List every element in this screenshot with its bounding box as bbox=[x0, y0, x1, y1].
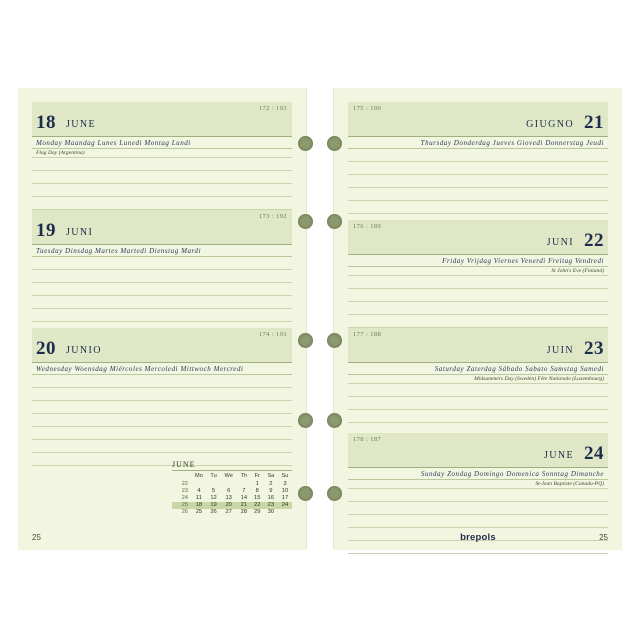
day-number: 20 bbox=[36, 338, 56, 359]
mini-calendar-day[interactable]: 18 bbox=[191, 502, 207, 509]
mini-calendar-day[interactable] bbox=[220, 480, 237, 487]
writing-line[interactable] bbox=[348, 397, 608, 410]
day-names-multilingual: Wednesday Woensdag Miércoles Mercoledì Mittwoch Mercredi bbox=[32, 363, 292, 375]
mini-calendar-day[interactable]: 2 bbox=[269, 480, 273, 487]
day-names-multilingual: Saturday Zaterdag Sábado Sabato Samstag Samedi bbox=[348, 363, 608, 375]
day-reference: 176 : 189 bbox=[353, 223, 382, 230]
day-number: 21 bbox=[584, 112, 604, 133]
day-header bbox=[348, 328, 608, 363]
mini-calendar-day[interactable]: 29 bbox=[254, 509, 261, 516]
page-number-left: 25 bbox=[32, 533, 41, 542]
day-names-multilingual: Friday Vrijdag Viernes Venerdì Freitag Vendredi bbox=[348, 255, 608, 267]
mini-calendar-day[interactable]: 4 bbox=[197, 487, 201, 494]
mini-calendar-weekday: Mo bbox=[195, 473, 203, 480]
mini-calendar-day[interactable]: 27 bbox=[225, 509, 232, 516]
writing-line[interactable] bbox=[32, 296, 292, 309]
mini-calendar-day[interactable]: 15 bbox=[254, 495, 261, 502]
page-number-right: 25 bbox=[599, 533, 608, 542]
day-names-multilingual: Monday Maandag Lunes Lunedì Montag Lundi bbox=[32, 137, 292, 149]
mini-calendar-title: JUNE bbox=[172, 460, 292, 471]
punch-hole bbox=[327, 486, 342, 501]
diary-page-right bbox=[333, 88, 622, 550]
mini-calendar-weekday: Su bbox=[281, 473, 289, 480]
writing-line[interactable] bbox=[32, 414, 292, 427]
writing-line[interactable] bbox=[348, 502, 608, 515]
day-reference: 177 : 188 bbox=[353, 331, 382, 338]
mini-calendar-day[interactable]: 11 bbox=[195, 495, 202, 502]
punch-hole bbox=[298, 413, 313, 428]
writing-line[interactable] bbox=[32, 401, 292, 414]
punch-hole bbox=[298, 136, 313, 151]
mini-calendar-week-row[interactable] bbox=[172, 487, 292, 494]
writing-line[interactable] bbox=[348, 302, 608, 315]
writing-lines[interactable] bbox=[348, 489, 608, 554]
writing-line[interactable] bbox=[348, 188, 608, 201]
mini-calendar-week-row[interactable] bbox=[172, 509, 292, 516]
mini-calendar-day[interactable]: 23 bbox=[264, 502, 278, 509]
punch-hole bbox=[327, 214, 342, 229]
day-header bbox=[348, 102, 608, 137]
mini-calendar-week-row[interactable] bbox=[172, 494, 292, 501]
writing-line[interactable] bbox=[32, 375, 292, 388]
day-month-name: JUIN bbox=[546, 345, 574, 356]
mini-calendar[interactable] bbox=[172, 460, 292, 516]
mini-calendar-day[interactable]: 14 bbox=[240, 495, 248, 502]
writing-line[interactable] bbox=[348, 289, 608, 302]
day-month-name: GIUGNO bbox=[526, 119, 574, 130]
writing-line[interactable] bbox=[348, 410, 608, 423]
writing-line[interactable] bbox=[32, 270, 292, 283]
mini-calendar-day[interactable]: 3 bbox=[283, 480, 287, 487]
day-entry-20[interactable] bbox=[32, 328, 292, 466]
mini-calendar-day[interactable]: 7 bbox=[242, 487, 246, 494]
day-number: 24 bbox=[584, 443, 604, 464]
day-holiday-note: St John's Eve (Finland) bbox=[348, 267, 608, 276]
mini-calendar-weekday: Sa bbox=[267, 473, 275, 480]
mini-calendar-day[interactable]: 9 bbox=[269, 487, 273, 494]
mini-calendar-table bbox=[172, 473, 292, 516]
mini-calendar-header-row bbox=[172, 473, 292, 480]
day-header bbox=[32, 328, 292, 363]
day-month-name: JUNE bbox=[543, 450, 574, 461]
mini-calendar-weekday: We bbox=[224, 473, 233, 480]
day-names-multilingual: Tuesday Dinsdag Martes Martedì Dienstag Mardi bbox=[32, 245, 292, 257]
writing-line[interactable] bbox=[32, 257, 292, 270]
mini-calendar-week-number: 22 bbox=[181, 480, 188, 487]
day-reference: 175 : 190 bbox=[353, 105, 382, 112]
mini-calendar-week-row-current[interactable] bbox=[172, 502, 292, 509]
mini-calendar-week-number: 23 bbox=[181, 487, 188, 494]
writing-line[interactable] bbox=[32, 171, 292, 184]
writing-line[interactable] bbox=[32, 283, 292, 296]
mini-calendar-day[interactable] bbox=[237, 480, 250, 487]
mini-calendar-day[interactable]: 5 bbox=[211, 487, 216, 494]
mini-calendar-week-row[interactable] bbox=[172, 480, 292, 487]
day-number: 23 bbox=[584, 338, 604, 359]
writing-line[interactable] bbox=[348, 515, 608, 528]
day-number: 18 bbox=[36, 112, 56, 133]
punch-hole bbox=[298, 214, 313, 229]
mini-calendar-day[interactable]: 8 bbox=[255, 487, 259, 494]
brand-logo: brepols bbox=[460, 532, 496, 543]
mini-calendar-day[interactable]: 28 bbox=[240, 509, 248, 516]
mini-calendar-day[interactable]: 21 bbox=[237, 502, 250, 509]
mini-calendar-day[interactable]: 12 bbox=[210, 495, 217, 502]
mini-calendar-day[interactable]: 26 bbox=[210, 509, 217, 516]
writing-line[interactable] bbox=[32, 427, 292, 440]
mini-calendar-day[interactable]: 16 bbox=[267, 495, 275, 502]
day-number: 22 bbox=[584, 230, 604, 251]
day-month-name: JUNI bbox=[546, 237, 574, 248]
mini-calendar-week-number: 26 bbox=[181, 509, 188, 516]
diary-page-left bbox=[18, 88, 307, 550]
day-month-name: JUNIO bbox=[66, 345, 102, 356]
mini-calendar-weekday: Tu bbox=[210, 473, 217, 480]
mini-calendar-day[interactable]: 13 bbox=[225, 495, 232, 502]
mini-calendar-day[interactable]: 17 bbox=[281, 495, 289, 502]
day-header bbox=[32, 210, 292, 245]
mini-calendar-weekday: Th bbox=[240, 473, 248, 480]
punch-hole bbox=[327, 413, 342, 428]
mini-calendar-weekcol-header bbox=[172, 473, 191, 480]
punch-hole bbox=[298, 486, 313, 501]
mini-calendar-day[interactable]: 20 bbox=[220, 502, 237, 509]
day-reference: 174 : 191 bbox=[258, 331, 287, 338]
day-names-multilingual: Thursday Donderdag Jueves Giovedì Donnerstag Jeudi bbox=[348, 137, 608, 149]
writing-line[interactable] bbox=[348, 162, 608, 175]
mini-calendar-day[interactable]: 25 bbox=[195, 509, 203, 516]
writing-line[interactable] bbox=[32, 184, 292, 197]
mini-calendar-day[interactable]: 10 bbox=[281, 487, 289, 494]
punch-hole bbox=[327, 333, 342, 348]
day-header bbox=[348, 220, 608, 255]
day-reference: 172 : 193 bbox=[258, 105, 287, 112]
day-holiday-note: St-Jean Baptiste (Canada-PQ) bbox=[348, 480, 608, 489]
day-entry-18[interactable] bbox=[32, 102, 292, 223]
mini-calendar-day[interactable]: 22 bbox=[251, 502, 264, 509]
day-holiday-note: Flag Day (Argentina) bbox=[32, 149, 292, 158]
writing-line[interactable] bbox=[348, 201, 608, 214]
writing-line[interactable] bbox=[32, 309, 292, 322]
mini-calendar-day[interactable]: 30 bbox=[267, 509, 275, 516]
mini-calendar-day[interactable] bbox=[191, 480, 207, 487]
punch-hole bbox=[298, 333, 313, 348]
writing-lines[interactable] bbox=[32, 375, 292, 466]
mini-calendar-day[interactable]: 1 bbox=[255, 480, 259, 487]
writing-line[interactable] bbox=[32, 440, 292, 453]
mini-calendar-day[interactable]: 24 bbox=[278, 502, 292, 509]
mini-calendar-day[interactable]: 6 bbox=[227, 487, 231, 494]
day-header bbox=[32, 102, 292, 137]
mini-calendar-day[interactable] bbox=[278, 509, 292, 516]
day-number: 19 bbox=[36, 220, 56, 241]
day-reference: 173 : 192 bbox=[258, 213, 287, 220]
mini-calendar-day[interactable] bbox=[207, 480, 220, 487]
day-month-name: JUNE bbox=[66, 119, 97, 130]
writing-line[interactable] bbox=[32, 158, 292, 171]
writing-line[interactable] bbox=[348, 489, 608, 502]
mini-calendar-week-number: 25 bbox=[172, 502, 191, 509]
day-month-name: JUNI bbox=[66, 227, 94, 238]
writing-line[interactable] bbox=[348, 315, 608, 328]
punch-hole bbox=[327, 136, 342, 151]
day-header bbox=[348, 433, 608, 468]
writing-line[interactable] bbox=[348, 384, 608, 397]
day-names-multilingual: Sunday Zondag Domingo Domenica Sonntag Dimanche bbox=[348, 468, 608, 480]
writing-line[interactable] bbox=[348, 149, 608, 162]
mini-calendar-day[interactable]: 19 bbox=[207, 502, 220, 509]
writing-line[interactable] bbox=[32, 388, 292, 401]
mini-calendar-weekday: Fr bbox=[254, 473, 260, 480]
day-reference: 178 : 187 bbox=[353, 436, 382, 443]
mini-calendar-week-number: 24 bbox=[181, 495, 188, 502]
writing-line[interactable] bbox=[348, 276, 608, 289]
writing-line[interactable] bbox=[348, 175, 608, 188]
writing-line[interactable] bbox=[32, 197, 292, 210]
day-holiday-note: Midsummers Day (Sweden) Fête Nationale (Luxembourg) bbox=[348, 375, 608, 384]
